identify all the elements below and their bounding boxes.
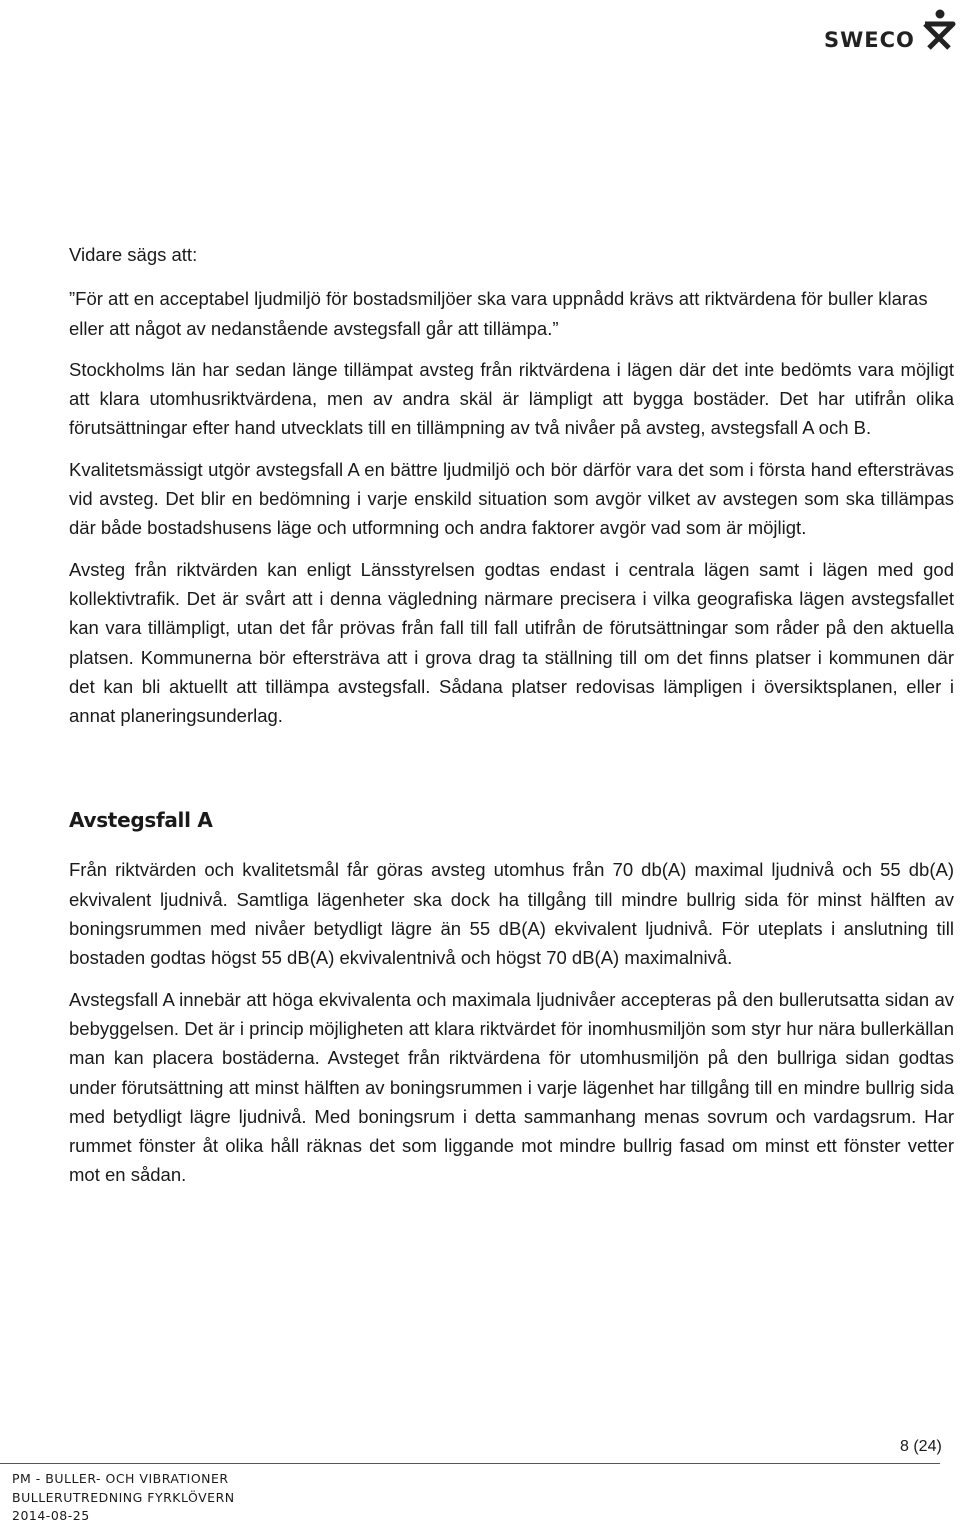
paragraph-avstegsfall-a-2: Avstegsfall A innebär att höga ekvivalenta och maximala ljudnivåer accepteras på den bullerutsatta sidan av bebyggelsen. Det är i princip möjligheten att klara riktvärdet för inomhusmiljön som styr hur nära bullerkällan man kan placera bostäderna. Avsteget från riktvärdena för utomhusmiljön på den bullriga sidan godtas under förutsättning att minst hälften av boningsrummen i varje lägenhet har tillgång till en mindre bullrig sida med betydligt lägre ljudnivå. Med boningsrum i detta sammanhang menas sovrum och vardagsrum. Har rummet fönster åt olika håll räknas det som liggande mot mindre bullrig fasad om minst ett fönster vetter mot en sådan. xyxy=(69,988,954,1186)
sweco-logo xyxy=(820,8,960,52)
footer-date: 2014-08-25 xyxy=(12,1508,90,1523)
intro-line: Vidare sägs att: xyxy=(69,244,198,265)
page-number: 8 (24) xyxy=(900,1438,942,1455)
paragraph-stockholm: Stockholms län har sedan länge tillämpat avsteg från riktvärdena i lägen där det inte bedömts vara möjligt att klara utomhusriktvärdena, men av andra skäl är lämpligt att bygga bostäder. Det har utifrån olika förutsättningar efter hand utvecklats till en tillämpning av två nivåer på avsteg, avstegsfall A och B. xyxy=(69,358,954,439)
quote-paragraph: ”För att en acceptabel ljudmiljö för bostadsmiljöer ska vara uppnådd krävs att riktvärdena för buller klaras eller att något av nedanstående avstegsfall går att tillämpa.” xyxy=(69,288,928,339)
logo-text: SWECO xyxy=(824,28,915,52)
paragraph-avstegsfall-a-1: Från riktvärden och kvalitetsmål får göras avsteg utomhus från 70 db(A) maximal ljudnivå och 55 db(A) ekvivalent ljudnivå. Samtliga lägenheter ska dock ha tillgång till mindre bullrig sida för minst hälften av boningsrummen med nivåer betydligt lägre än 55 dB(A) ekvivalent ljudnivå. För uteplats i anslutning till bostaden godtas högst 55 dB(A) ekvivalentnivå och högst 70 dB(A) maximalnivå. xyxy=(69,859,954,969)
footer-title: PM - BULLER- OCH VIBRATIONER xyxy=(12,1471,229,1486)
footer xyxy=(12,1470,235,1526)
sweco-figure-icon xyxy=(920,8,958,52)
footer-project: BULLERUTREDNING FYRKLÖVERN xyxy=(12,1489,235,1505)
paragraph-kvalitet: Kvalitetsmässigt utgör avstegsfall A en bättre ljudmiljö och bör därför vara det som i första hand eftersträvas vid avsteg. Det blir en bedömning i varje enskild situation som avgör vilket av avstegen som ska tillämpas där både bostadshusens läge och utformning och andra faktorer avgör vad som är möjligt. xyxy=(69,458,954,539)
section-heading: Avstegsfall A xyxy=(69,808,213,833)
footer-divider xyxy=(0,1463,940,1464)
paragraph-avsteg: Avsteg från riktvärden kan enligt Länsstyrelsen godtas endast i centrala lägen samt i lägen med god kollektivtrafik. Det är svårt att i denna vägledning närmare precisera i vilka geografiska lägen avstegsfallet kan vara tillämpligt, utan det får prövas från fall till fall utifrån de förutsättningar som råder på den aktuella platsen. Kommunerna bör eftersträva att i grova drag ta ställning till om det finns platser i kommunen där det kan bli aktuellt att tillämpa avstegsfall. Sådana platser redovisas lämpligen i översiktsplanen, eller i annat planeringsunderlag. xyxy=(69,558,954,727)
document-body xyxy=(69,240,954,1190)
